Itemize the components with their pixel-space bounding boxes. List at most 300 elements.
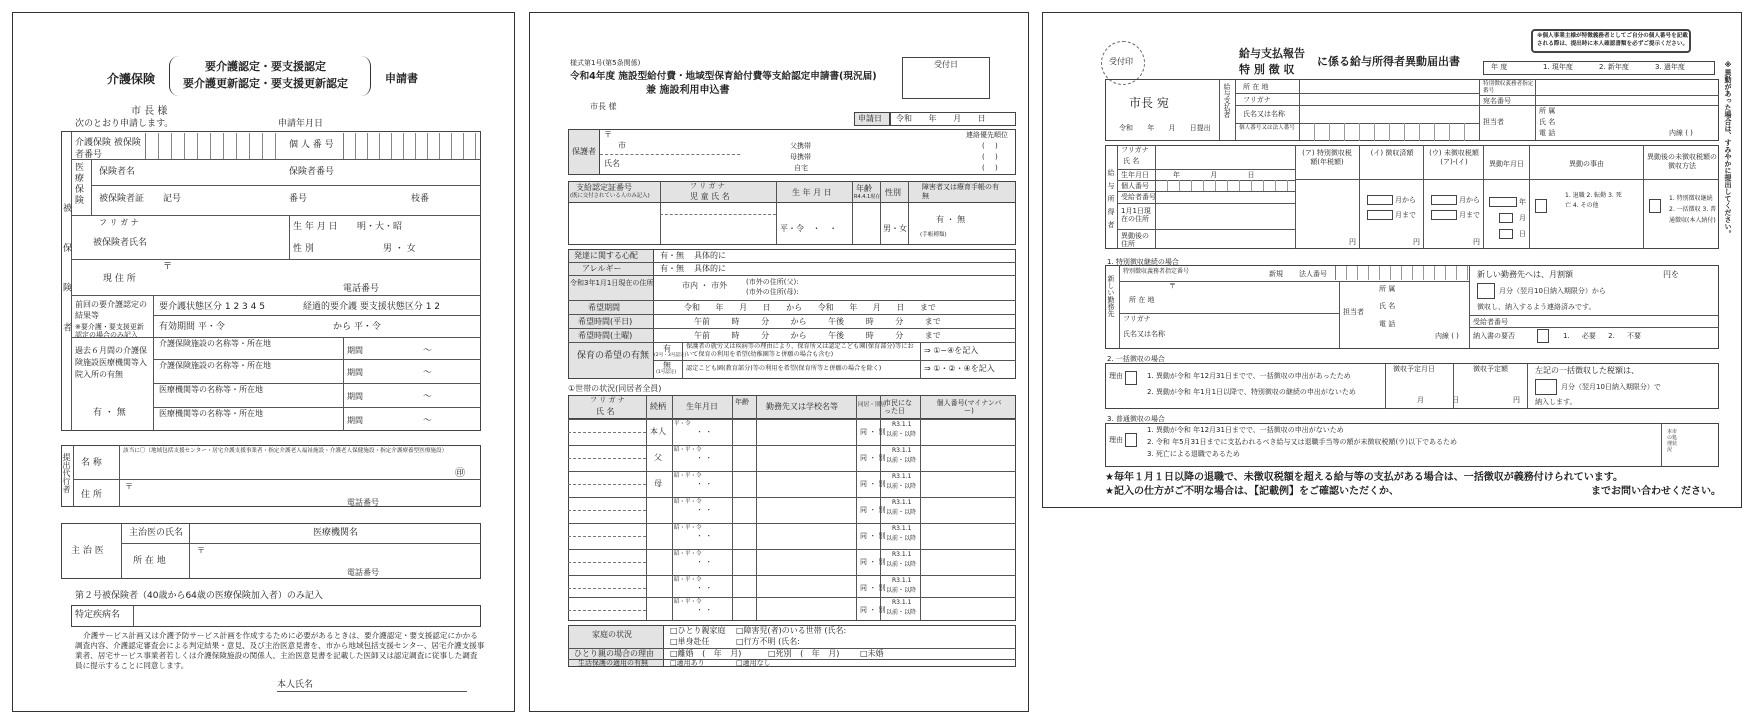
- reasons-list: 1. 退職 2. 転勤 3. 死亡 4. その他: [1565, 192, 1622, 209]
- weekday-time-label: 希望時間(平日): [578, 317, 633, 326]
- s2-reason-box[interactable]: [1125, 371, 1137, 385]
- period-label-1: 期間: [347, 346, 363, 355]
- household-cell: 以前・以降: [886, 483, 917, 490]
- doctor-location-label: 所 在 地: [133, 556, 166, 566]
- s1-new-label: 新規: [1269, 270, 1283, 278]
- from-month-label: 月から: [1395, 196, 1416, 204]
- personal-number-label: 個 人 番 号: [289, 140, 334, 150]
- branch-label: 枝番: [411, 194, 430, 204]
- household-cell: 同 ・ 別: [860, 532, 886, 540]
- priority-label: 連絡優先順位: [966, 131, 1008, 139]
- household-cell: 同 ・ 別: [860, 558, 886, 566]
- from-month-box[interactable]: [1367, 195, 1393, 205]
- side-label-insured: 被 保 険 者: [61, 203, 71, 346]
- household-cell: 以前・以降: [886, 509, 917, 516]
- title-suffix: 申請書: [385, 72, 418, 85]
- s1-person: 氏 名: [1379, 302, 1396, 310]
- allergy-detail: 具体的に: [694, 264, 726, 273]
- reason-check-box[interactable]: [1535, 199, 1547, 213]
- want-no[interactable]: 無: [663, 361, 671, 370]
- s1-need-label: 納入書の要否: [1473, 332, 1515, 340]
- childcare-application-form: [529, 12, 1029, 712]
- col-live: 同居・別居: [858, 402, 886, 408]
- payer-name-label: 氏名又は名称: [1243, 110, 1285, 118]
- valid-period-to: から 平・令: [333, 322, 381, 332]
- guardian-postal: 〒: [604, 130, 612, 139]
- s3-reason-label: 理由: [1109, 436, 1123, 444]
- child-birth-label: 生 年 月 日: [792, 188, 832, 197]
- guardian-city: 市: [618, 141, 626, 150]
- s2-planned-amount: 徴収予定額: [1473, 365, 1508, 373]
- household-cell: 昭・平・令: [674, 499, 702, 505]
- yen-from-text: 円を: [1663, 270, 1679, 279]
- taxpayer-birth-value[interactable]: 年 月 日: [1173, 171, 1255, 179]
- child-sex-value[interactable]: 男・女: [883, 224, 907, 233]
- household-heading: ①世帯の状況(同居者全員): [568, 384, 662, 393]
- child-furigana-label: フ リ ガ ナ: [690, 182, 725, 190]
- payer-label: 給与支払者: [1223, 83, 1231, 118]
- col-age: 年齢: [735, 398, 749, 406]
- footer-note-1: ★毎年１月１日以降の退職で、未徴収税額を超える給与等の支払がある場合は、一括徴収が義務付けられています。: [1105, 472, 1623, 483]
- household-cell: ・ ・: [696, 480, 713, 488]
- s1-ext: 内線 ( ): [1435, 332, 1459, 340]
- weekday-time-value[interactable]: 午前 時 分 から 午後 時 分 まで: [694, 317, 941, 326]
- submitter-postal: 〒: [125, 482, 133, 491]
- address-date-label: 令和3年1月1日現在の住所: [570, 279, 654, 287]
- s1-month-box[interactable]: [1477, 283, 1495, 299]
- s2-pay-month-text: 月分（翌月10日納入期限分）で: [1561, 383, 1661, 391]
- year-new[interactable]: 2. 新年度: [1599, 63, 1629, 71]
- period-tilde-4: ～: [423, 416, 433, 426]
- s1-location-label: 所 在 地: [1129, 296, 1155, 304]
- mother-phone-label: 母携帯: [790, 153, 811, 161]
- insured-number-label: 介護保険 被保険者番号: [75, 138, 141, 160]
- taxpayer-furigana: フリガナ: [1121, 146, 1149, 154]
- s1-need-options[interactable]: 1. 必要 2. 不要: [1563, 332, 1642, 340]
- date-label: 申請年月日: [278, 119, 324, 129]
- footer-note-2b: までお問い合わせください。: [1591, 486, 1721, 497]
- col-citizen: 市民になった日: [884, 399, 912, 415]
- payer-location-label: 所 在 地: [1243, 83, 1269, 91]
- family-label: 家庭の状況: [592, 630, 632, 639]
- household-furigana: フ リ ガ ナ: [590, 396, 625, 404]
- household-cell: 以前・以降: [886, 587, 917, 594]
- household-row[interactable]: [568, 597, 1016, 621]
- personal-number-cells[interactable]: [343, 133, 482, 159]
- s1-tel: 電 話: [1379, 320, 1396, 328]
- single-parent-check[interactable]: □ひとり親家庭: [670, 626, 726, 635]
- rel-self: 本人: [650, 427, 666, 436]
- form-number: 様式第1号(第5条関係): [570, 59, 641, 67]
- title-line1: 要介護認定・要支援認定: [205, 60, 326, 73]
- facility-label-2: 介護保険施設の名称等・所在地: [159, 361, 271, 370]
- father-phone-label: 父携帯: [790, 142, 811, 150]
- allergy-label: アレルギー: [582, 264, 622, 273]
- signature-label: 本人氏名: [277, 680, 314, 690]
- disease-label: 特定疾病名: [75, 610, 121, 620]
- saturday-time-value[interactable]: 午前 時 分 から 午後 時 分 まで: [694, 331, 941, 340]
- taxpayer-recipient-label: 受給者番号: [1121, 193, 1156, 201]
- change-year-box[interactable]: [1489, 197, 1517, 207]
- section1-heading: 1. 特別徴収継続の場合: [1107, 258, 1179, 266]
- contact-ext: 内線 ( ): [1669, 129, 1693, 137]
- want-text-1: 保護者の就労又は疾病等の理由により、保育所又は認定こども園(保育部分)等において保育の利用を希望(幼稚園等と併願の場合も含む): [686, 343, 914, 358]
- household-cell: 昭・平・令: [674, 577, 702, 583]
- special-number-label: 特別徴収義務者指定番号: [1483, 81, 1534, 94]
- household-cell: 昭・平・令: [674, 447, 702, 453]
- priority-3[interactable]: ( ): [982, 164, 998, 172]
- taxpayer-personal-label: 個人番号: [1121, 182, 1149, 190]
- submitter-label: 提出代行者: [62, 453, 71, 493]
- change-year-label: 年: [1519, 198, 1526, 206]
- title-1: 給与支払報告: [1239, 47, 1305, 60]
- col-method-label: 異動後の未徴収税額の徴収方法: [1647, 153, 1717, 170]
- welfare-yes[interactable]: □適用あり: [670, 659, 705, 667]
- household-cell: 以前・以降: [886, 457, 917, 464]
- change-month-box[interactable]: [1499, 213, 1513, 223]
- from-month-box-2[interactable]: [1431, 195, 1457, 205]
- second-insured-note: 第２号被保険者（40歳から64歳の医療保険加入者）のみ記入: [75, 591, 323, 601]
- hospital-label: 医療機関名: [313, 528, 359, 538]
- col-a-label: (ア) 特別徴収税額(年税額): [1302, 149, 1352, 166]
- household-cell: 同 ・ 別: [860, 606, 886, 614]
- saturday-time-label: 希望時間(土曜): [578, 331, 633, 340]
- to-month-label: 月まで: [1395, 211, 1416, 219]
- col-birth: 生年月日: [686, 402, 718, 411]
- id-notice: ※個人事業主様が特徴義務者としてご自分の個人番号を記載される際は、提出時に本人確認書類を必ずご提示ください。: [1537, 33, 1689, 47]
- title-prefix: 介護保険: [107, 72, 156, 86]
- s1-corp-label: 法人番号: [1299, 270, 1327, 278]
- household-cell: 同 ・ 別: [860, 454, 886, 462]
- yen-u: 円: [1473, 238, 1480, 246]
- doctor-label: 主 治 医: [71, 546, 104, 556]
- period-label-4: 期間: [347, 416, 363, 425]
- taxpayer-birth-label: 生年月日: [1121, 171, 1149, 179]
- period-tilde-2: ～: [423, 368, 433, 378]
- household-cell: ・ ・: [696, 454, 713, 462]
- household-cell: R3.1.1: [892, 525, 912, 532]
- section3-heading: 3. 普通徴収の場合: [1107, 415, 1165, 423]
- cert-number-note: (既に交付されている人のみ記入): [570, 193, 650, 199]
- household-cell: 以前・以降: [886, 431, 917, 438]
- s1-contact-label: 担当者: [1343, 308, 1364, 316]
- s3-reason-3: 3. 死亡による退職であるため: [1147, 450, 1240, 458]
- period-tilde-3: ～: [423, 392, 433, 402]
- corp-number-cells[interactable]: [1299, 123, 1480, 141]
- col-i-label: (イ) 徴収済額: [1370, 149, 1414, 157]
- household-row[interactable]: [568, 471, 1016, 497]
- want-arrow-1: ⇒ ①~④を記入: [924, 346, 979, 355]
- want-no-note: (1号認定): [656, 370, 677, 375]
- taxpayer-label: 給与所得者: [1107, 169, 1115, 234]
- want-yes[interactable]: 有: [663, 344, 671, 353]
- submitter-name-label: 名 称: [81, 458, 102, 468]
- valid-period-label: 有効期間 平・令: [159, 322, 225, 332]
- s2-paid-text: 納入します。: [1535, 398, 1577, 406]
- care-insurance-application-form: [12, 12, 515, 712]
- s1-furigana: フリガナ: [1123, 315, 1151, 323]
- want-text-2: 認定こども園(教育部分)等の利用を希望(保育所等と併願の場合を除く): [686, 365, 882, 372]
- title-3: に係る給与所得者異動届出書: [1317, 55, 1460, 68]
- application-date-value: 令和 年 月 日: [896, 114, 986, 123]
- solo-check[interactable]: □単身赴任: [670, 637, 710, 646]
- addressee: 市長 様: [590, 102, 617, 111]
- support-level-options[interactable]: 経過的要介護 要支援状態区分 1 2: [303, 302, 441, 312]
- disability-value[interactable]: 有 ・ 無: [936, 215, 966, 224]
- section2-heading: 2. 一括徴収の場合: [1107, 355, 1165, 363]
- intro-text: 次のとおり申請します。: [75, 119, 174, 129]
- age-label: 年齢: [856, 184, 872, 193]
- tax-change-notification-form: [1042, 12, 1742, 508]
- furigana-label: フ リ ガ ナ: [99, 218, 139, 227]
- postal-mark: 〒: [163, 262, 173, 272]
- household-cell: R3.1.1: [892, 599, 912, 606]
- receipt-stamp-label: 受付印: [1109, 57, 1133, 66]
- contact-name: 氏 名: [1539, 118, 1556, 126]
- s1-collect-text: 徴収し、納入するよう連絡済みです。: [1477, 303, 1596, 311]
- prev-result-note: ※要介護・要支援更新認定の場合のみ記入: [75, 323, 144, 339]
- s1-recipient-label: 受給者番号: [1473, 318, 1508, 326]
- s1-name-label: 氏名又は名称: [1123, 330, 1165, 338]
- s2-reason-label: 理由: [1109, 372, 1123, 380]
- disability-label: 障害者又は療育手帳の有無: [922, 183, 999, 200]
- insured-number-cells[interactable]: [145, 133, 276, 159]
- single-reason-label: ひとり親の場合の理由: [574, 649, 654, 658]
- s1-month-pay-text: 月分（翌月10日納入期限分）から: [1499, 287, 1606, 295]
- symbol-label: 記号: [163, 194, 182, 204]
- s2-planned-label: 徴収予定月日: [1393, 365, 1435, 373]
- medical-insurance-label: 医 療 保 険: [75, 163, 85, 206]
- era-options: 明・大・昭: [357, 222, 403, 232]
- unmarried-check[interactable]: □未婚: [860, 649, 884, 658]
- household-cell: R3.1.1: [892, 421, 912, 428]
- to-month-box[interactable]: [1367, 210, 1393, 220]
- doctor-postal: 〒: [197, 546, 205, 555]
- rel-mother: 母: [654, 479, 662, 488]
- past-stay-label: 過去６月間の介護保険施設医療機関等入院入所の有無: [75, 346, 147, 379]
- yen-i: 円: [1413, 238, 1420, 246]
- missing-check[interactable]: □行方不明 (氏名:: [736, 637, 800, 646]
- period-value[interactable]: 令和 年 月 日 から 令和 年 月 日 まで: [684, 303, 936, 312]
- want-yes-note: (2号・3号認定): [654, 353, 687, 358]
- doctor-name-label: 主治医の氏名: [129, 528, 184, 538]
- care-level-options[interactable]: 要介護状態区分 1 2 3 4 5: [159, 302, 265, 312]
- change-day-box[interactable]: [1499, 229, 1513, 239]
- change-day-label: 日: [1519, 230, 1526, 238]
- s1-need-box[interactable]: [1537, 329, 1549, 343]
- doctor-phone: 電話番号: [347, 568, 379, 577]
- s1-corp-cells[interactable]: [1335, 266, 1470, 280]
- welfare-label: 生活保護の適用の有無: [578, 659, 648, 667]
- jan1-address-label: 1月1日現在の住所: [1121, 207, 1151, 223]
- in-city-options[interactable]: 市内 ・ 市外: [682, 281, 728, 290]
- method-check-box[interactable]: [1649, 199, 1661, 213]
- medical-facility-label-2: 医療機関等の名称等・所在地: [159, 409, 263, 418]
- s2-reason-2: 2. 異動が令和 年1月1日以降で、特別徴収の継続の申出がないため: [1147, 388, 1356, 396]
- methods-list: 1. 特別徴収継続 2. 一括徴収 3. 普通徴収(本人納付): [1669, 195, 1717, 224]
- taxpayer-name-label: 氏 名: [1123, 157, 1140, 165]
- submitter-address-label: 住 所: [81, 490, 102, 500]
- household-row[interactable]: [568, 523, 1016, 549]
- household-cell: ・ ・: [696, 606, 713, 614]
- sex-label: 性 別: [293, 244, 314, 254]
- addressee: 市 長 様: [131, 106, 168, 117]
- processing-status-label: 本市の処理状況: [1667, 429, 1678, 453]
- household-cell: 昭・平・令: [674, 473, 702, 479]
- submitter-type-note: 該当に〇（地域包括支援センター・居宅介護支援事業者・指定介護老人福祉施設・介護老人保健施設・指定介護療養型医療施設）: [123, 448, 448, 454]
- phone-label: 電話番号: [343, 284, 380, 294]
- new-payer-label: 新しい勤務先: [1107, 275, 1115, 317]
- col-mynumber: 個人番号(マイナンバー): [936, 399, 1002, 415]
- s2-month-day[interactable]: 月 日: [1417, 396, 1460, 404]
- household-cell: 同 ・ 別: [860, 428, 886, 436]
- household-cell: 以前・以降: [886, 535, 917, 542]
- household-cell: R3.1.1: [892, 447, 912, 454]
- out-address-father: (市外の住所(父):: [746, 278, 799, 286]
- medical-facility-label-1: 医療機関等の名称等・所在地: [159, 385, 263, 394]
- household-cell: R3.1.1: [892, 551, 912, 558]
- household-cell: 同 ・ 別: [860, 506, 886, 514]
- household-cell: 平・令: [674, 421, 691, 427]
- rel-father: 父: [654, 453, 662, 462]
- household-cell: ・ ・: [696, 506, 713, 514]
- household-cell: R3.1.1: [892, 473, 912, 480]
- year-current[interactable]: 1. 現年度: [1543, 63, 1573, 71]
- s1-dept: 所 属: [1379, 285, 1396, 293]
- yen-a: 円: [1349, 238, 1356, 246]
- s2-collected-text: 左記の一括徴収した税額は、: [1535, 366, 1639, 375]
- sex-options[interactable]: 男 ・ 女: [383, 244, 416, 254]
- taxpayer-personal-cells[interactable]: [1155, 180, 1296, 191]
- contact-label: 担当者: [1483, 118, 1504, 126]
- monthly-text: 新しい勤務先へは、月割額: [1477, 270, 1573, 279]
- form-title-2: 兼 施設利用申込書: [646, 85, 730, 96]
- guardian-label: 保護者: [572, 147, 596, 156]
- household-cell: 同 ・ 別: [860, 584, 886, 592]
- divorce-check[interactable]: □離婚 ( 年 月): [670, 649, 742, 658]
- welfare-no[interactable]: □適用なし: [736, 659, 771, 667]
- sex-label: 性別: [885, 188, 901, 197]
- application-date-label: 申請日: [858, 114, 882, 123]
- submission-date: 令和 年 月 日提出: [1119, 124, 1211, 132]
- guardian-name-label: 氏名: [604, 159, 620, 168]
- signature-line[interactable]: [277, 691, 467, 692]
- age-note: R4.4.1現在: [854, 194, 881, 200]
- out-address-mother: (市外の住所(母):: [746, 288, 799, 296]
- s2-yen: 円: [1513, 396, 1520, 404]
- contact-dept: 所 属: [1539, 107, 1556, 115]
- year-label: 年 度: [1491, 63, 1508, 71]
- consent-text: 介護サービス計画又は介護予防サービス計画を作成するために必要があるときは、要介護認定・要支援認定にかかる調査内容、介護認定審査会による判定結果・意見、及び主治医意見書を、市から地域包括支援センター、居宅介護支援事業者、居宅サービス事業者若しくは介護保険施設の関係人、主治医意見書を記載した医師又は認定調査に従事した調査員に提示することに同意します。: [75, 631, 485, 670]
- child-birth-value[interactable]: 平・令 ・ ・: [780, 224, 838, 233]
- col-name: 氏 名: [596, 407, 615, 416]
- s3-reason-box[interactable]: [1125, 433, 1137, 447]
- death-check[interactable]: □死別 ( 年 月): [768, 649, 840, 658]
- priority-1[interactable]: ( ): [982, 142, 998, 150]
- footer-note-2a: ★記入の仕方がご不明な場合は、【記載例】をご確認いただくか、: [1105, 486, 1399, 497]
- insured-name-label: 被保険者氏名: [93, 238, 148, 248]
- received-label: 受付日: [934, 60, 958, 69]
- prev-result-label: 前回の要介護認定の結果等: [75, 300, 147, 320]
- period-tilde-1: ～: [423, 346, 433, 356]
- period-label: 希望期間: [588, 303, 620, 312]
- household-row[interactable]: [568, 575, 1016, 597]
- change-month-label: 月: [1519, 214, 1526, 222]
- household-row[interactable]: [568, 445, 1016, 471]
- col-u-label: (ウ) 未徴収税額 (ア)-(イ): [1429, 149, 1479, 166]
- dev-yesno[interactable]: 有・無: [660, 251, 684, 260]
- to-month-box-2[interactable]: [1431, 210, 1457, 220]
- guardian-table: [568, 129, 1016, 175]
- address-label: 現 住 所: [103, 274, 136, 284]
- household-row[interactable]: [568, 497, 1016, 523]
- household-cell: 以前・以降: [886, 561, 917, 568]
- corp-number-label: 個人番号又は法人番号: [1239, 125, 1295, 131]
- insurer-name-label: 保険者名: [99, 167, 136, 177]
- household-cell: 同 ・ 別: [860, 480, 886, 488]
- new-address-label: 異動後の住所: [1121, 232, 1149, 248]
- insurer-number-label: 保険者番号: [289, 167, 335, 177]
- household-cell: 昭・平・令: [674, 599, 702, 605]
- from-month-label-2: 月から: [1459, 196, 1480, 204]
- household-row[interactable]: [568, 549, 1016, 575]
- addressee: 市長 宛: [1129, 96, 1169, 110]
- period-label-3: 期間: [347, 392, 363, 401]
- cert-type-label: (手帳種類): [920, 232, 947, 238]
- seal-mark: ㊞: [455, 468, 465, 479]
- household-cell: 昭・平・令: [674, 525, 702, 531]
- form-title-1: 令和4年度 施設型給付費・地域型保育給付費等支給認定申請書(現況届): [570, 71, 877, 82]
- child-name-label: 児 童 氏 名: [690, 192, 730, 201]
- addr-number-label: 宛名番号: [1483, 97, 1511, 105]
- household-cell: 昭・平・令: [674, 551, 702, 557]
- s2-pay-month-box[interactable]: [1535, 379, 1557, 395]
- household-cell: R3.1.1: [892, 577, 912, 584]
- side-notice: ※異動があった場合は、すみやかに提出してください。: [1724, 61, 1732, 237]
- doctor-table: [61, 523, 481, 579]
- allergy-yesno[interactable]: 有・無: [660, 264, 684, 273]
- s2-reason-1: 1. 異動が令和 年12月31日までで、一括徴収の申出があったため: [1147, 372, 1351, 380]
- priority-2[interactable]: ( ): [982, 153, 998, 161]
- col-month-label: 異動年月日: [1489, 160, 1524, 168]
- home-phone-label: 自宅: [794, 164, 808, 172]
- want-arrow-2: ⇒ ①・②・④を記入: [924, 364, 995, 373]
- household-row[interactable]: [568, 419, 1016, 445]
- contact-tel: 電 話: [1539, 129, 1556, 137]
- household-cell: R3.1.1: [892, 499, 912, 506]
- birth-label: 生 年 月 日: [293, 222, 338, 232]
- disabled-check[interactable]: □障害児(者)のいる世帯 (氏名:: [736, 626, 847, 635]
- col-relation: 続柄: [650, 402, 666, 411]
- facility-label-1: 介護保険施設の名称等・所在地: [159, 339, 271, 348]
- number-label: 番号: [289, 194, 308, 204]
- yesno-options[interactable]: 有 ・ 無: [93, 408, 126, 418]
- col-reason-label: 異動の事由: [1569, 160, 1604, 168]
- dev-label: 発達に関する心配: [574, 251, 638, 260]
- household-cell: ・ ・: [696, 558, 713, 566]
- s1-special-number-label: 特別徴収義務者指定番号: [1123, 268, 1190, 275]
- title-line2: 要介護更新認定・要支援更新認定: [183, 77, 348, 90]
- card-label: 被保険者証: [99, 194, 145, 204]
- year-past[interactable]: 3. 過年度: [1655, 63, 1685, 71]
- submitter-phone: 電話番号: [347, 498, 379, 507]
- cert-number-label: 支給認定証番号: [576, 183, 632, 192]
- household-cell: 以前・以降: [886, 609, 917, 616]
- col-work: 勤務先又は学校名等: [766, 402, 838, 411]
- s3-reason-1: 1. 異動が令和 年12月31日までで、一括徴収の申出がないため: [1147, 426, 1344, 434]
- s3-reason-2: 2. 令和 年5月31日までに支払われるべき給与又は退職手当等の額が未徴収税額(ウ)以下であるため: [1147, 438, 1457, 446]
- want-label: 保育の希望の有無: [576, 351, 649, 361]
